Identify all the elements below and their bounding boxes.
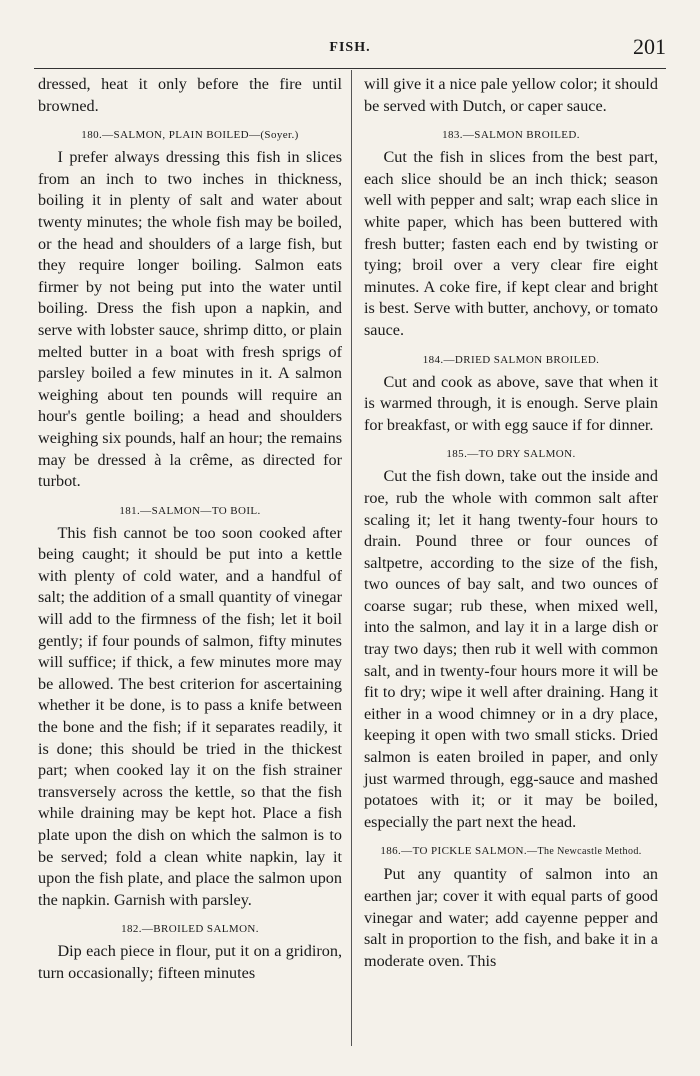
recipe-184-title: 184.—DRIED SALMON BROILED. bbox=[422, 353, 600, 366]
recipe-186-heading bbox=[364, 843, 658, 860]
recipe-180-body: I prefer always dressing this fish in slices from an inch to two inches in thickness, boiling it in plenty of salt and water about twenty minutes; the whole fish may be boiled, or the head and shoulders of a large fish, but they require longer boiling. Salmon eats firmer by not being put into the water until boiling. Dress the fish upon a napkin, and serve with lobster sauce, shrimp ditto, or plain melted butter in a boat with fresh sprigs of parsley boiled a few minutes in it. A salmon weighing about ten pounds will require an hour's gentle boiling; a head and shoulders weighing six pounds, half an hour; the remains may be dressed à la crême, as directed for turbot. bbox=[38, 148, 342, 491]
recipe-185-title: 185.—TO DRY SALMON. bbox=[446, 448, 576, 461]
recipe-181-title: 181.—SALMON—TO BOIL. bbox=[119, 504, 261, 517]
page-header bbox=[34, 34, 666, 62]
recipe-186-subtitle: —The Newcastle Method. bbox=[527, 846, 642, 858]
recipe-181-body: This fish cannot be too soon cooked after being caught; it should be put into a kettle with plenty of cold water, and a handful of salt; the addition of a small quantity of vinegar will add to the firmness of the fish; let it boil gently; if four pounds of salmon, fifty minutes will suffice; if thick, a few minutes more may be allowed. The best criterion for ascertaining whether it be done, is to pass a knife between the bone and the fish; if it separates readily, it is done; this should be tried in the thickest part; when cooked lay it on the fish strainer transversely across the kettle, so that the fish while draining may be kept hot. Place a fish plate upon the dish on which the salmon is to be served; fold a clean white napkin, lay it upon the fish plate, and place the salmon upon the napkin. Garnish with parsley. bbox=[38, 523, 342, 909]
header-rule bbox=[34, 68, 666, 69]
recipe-182-title: 182.—BROILED SALMON. bbox=[121, 923, 259, 936]
right-column bbox=[364, 74, 658, 972]
running-head: FISH. bbox=[329, 40, 371, 55]
recipe-184-body: Cut and cook as above, save that when it is warmed through, it is enough. Serve plain for breakfast, or with egg sauce if for dinner. bbox=[364, 372, 658, 434]
recipe-180-title: 180.—SALMON, PLAIN BOILED—(Soyer.) bbox=[81, 129, 299, 142]
recipe-182-body: Dip each piece in flour, put it on a gridiron, turn occasionally; fifteen minutes bbox=[38, 942, 342, 982]
recipe-183-title: 183.—SALMON BROILED. bbox=[442, 129, 580, 142]
recipe-186-body: Put any quantity of salmon into an earthen jar; cover it with equal parts of good vinegar and water; add cayenne pepper and salt in proportion to the fish, and bake it in a moderate oven. This bbox=[364, 865, 658, 970]
continuation-text: dressed, heat it only before the fire until browned. bbox=[38, 75, 342, 115]
continuation-text: will give it a nice pale yellow color; it should be served with Dutch, or caper sauce. bbox=[364, 75, 658, 115]
page-number: 201 bbox=[633, 34, 666, 59]
recipe-183-body: Cut the fish in slices from the best part, each slice should be an inch thick; season well with pepper and salt; wrap each slice in white paper, which has been buttered with fresh butter; fasten each end by twisting or tying; broil over a very clear fire eight minutes. A coke fire, if kept clear and bright is best. Serve with butter, anchovy, or tomato sauce. bbox=[364, 148, 658, 339]
column-divider bbox=[351, 70, 352, 1046]
recipe-186-title: 186.—TO PICKLE SALMON. bbox=[380, 845, 528, 858]
recipe-185-body: Cut the fish down, take out the inside and roe, rub the whole with common salt after scaling it; let it hang twenty-four hours to drain. Pound three or four ounces of saltpetre, according to the size of the fish, two ounces of bay salt, and two ounces of coarse sugar; rub these, when mixed well, into the salmon, and lay it in a large dish or tray two days; then rub it well with common salt, and in twenty-four hours more it will be fit to dry; wipe it well after draining. Hang it either in a wood chimney or in a dry place, keeping it open with two small sticks. Dried salmon is eaten broiled in paper, and only just warmed through, egg-sauce and mashed potatoes with it; or it may be boiled, especially the part next the head. bbox=[364, 467, 658, 831]
left-column bbox=[38, 74, 342, 985]
